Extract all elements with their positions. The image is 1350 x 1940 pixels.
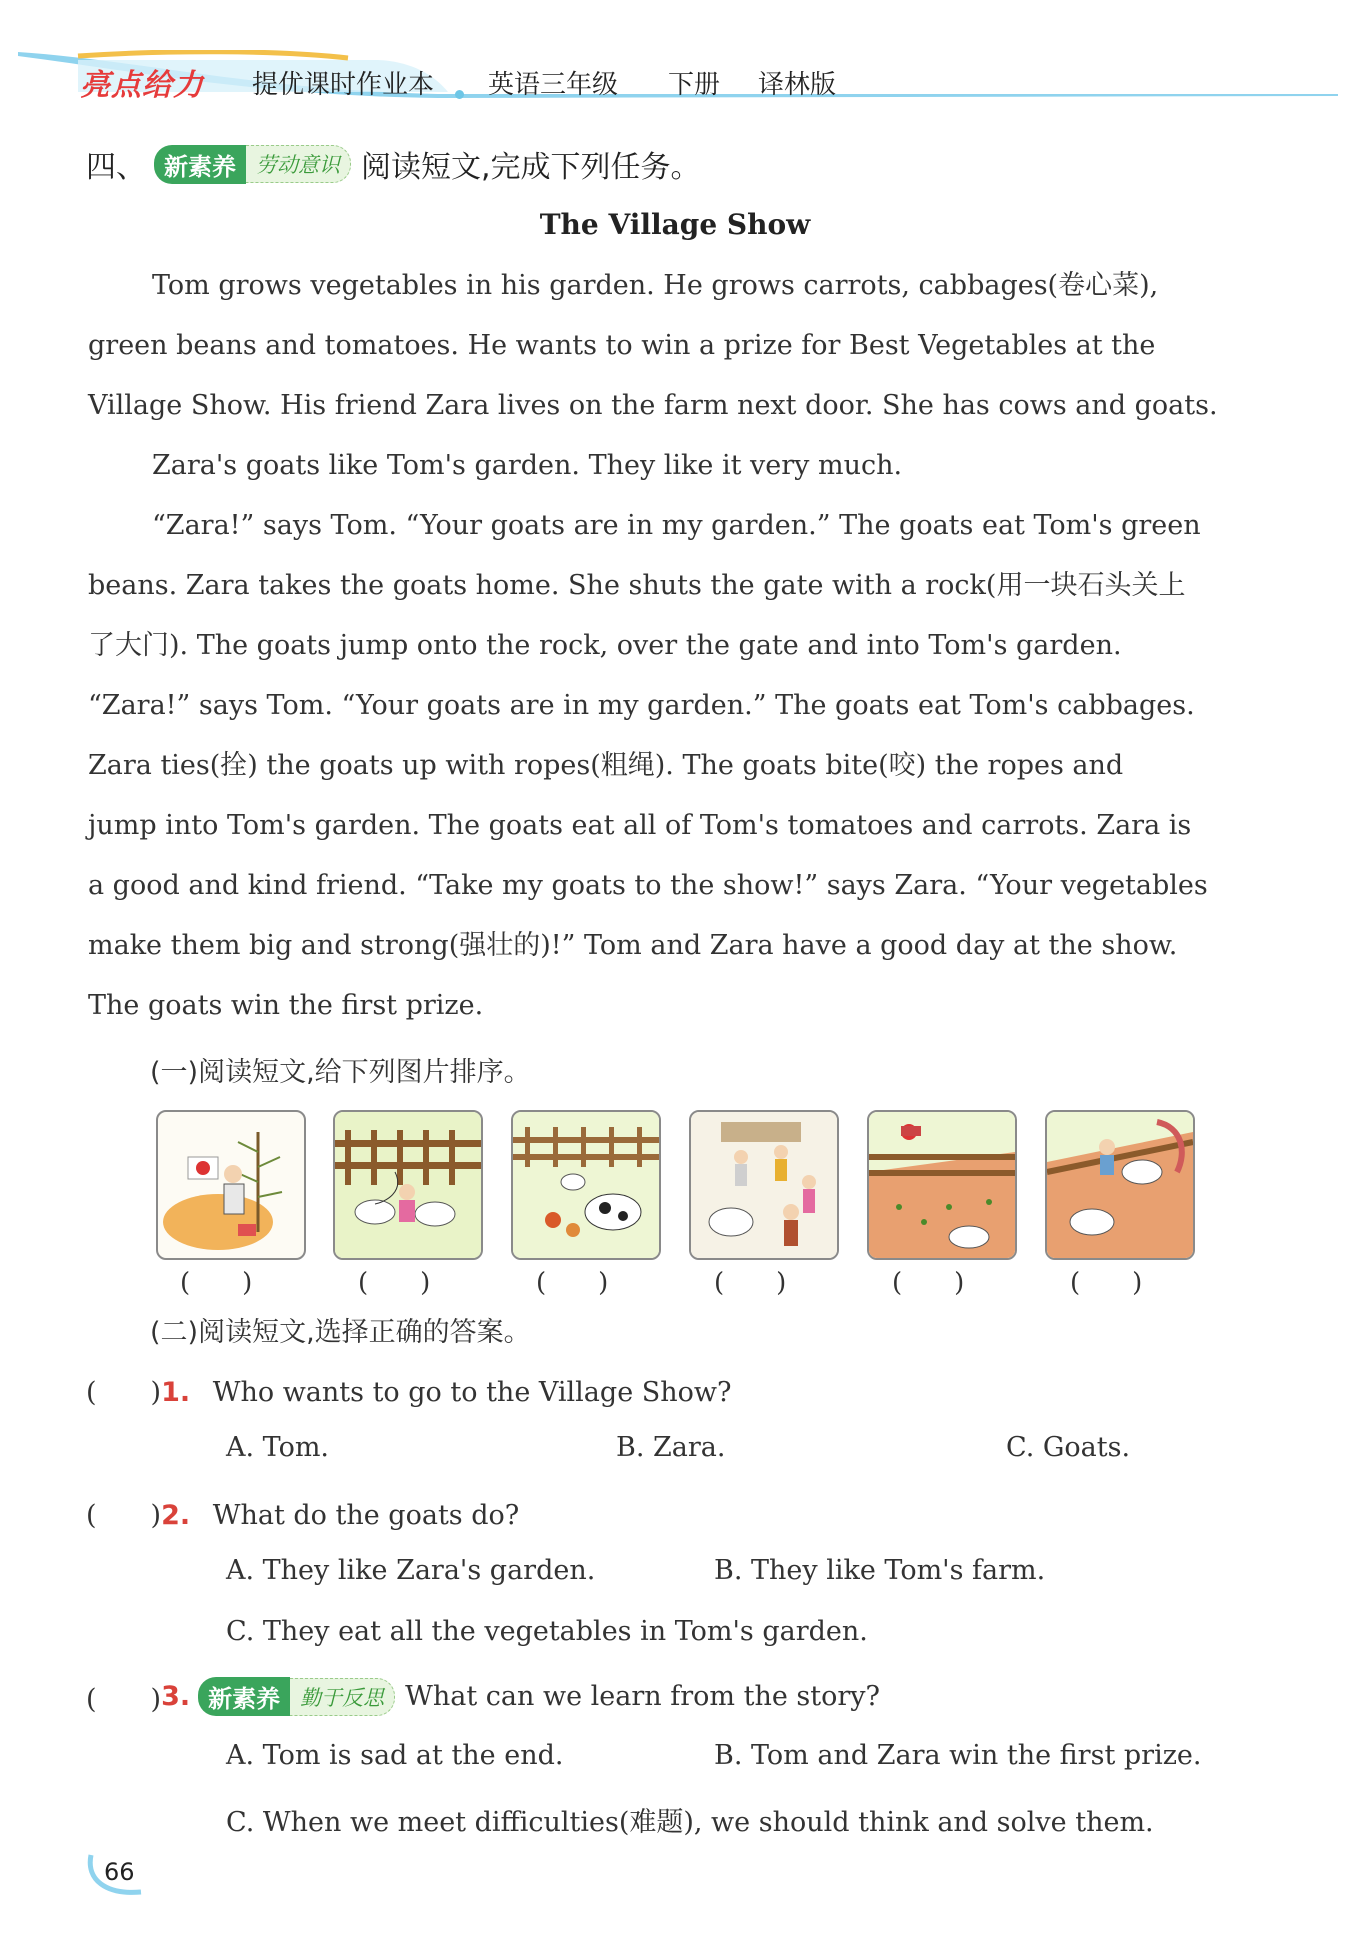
story-line: beans. Zara takes the goats home. She shuts the gate with a rock(用一块石头关上 [88, 570, 1186, 601]
village-show-picture [689, 1110, 839, 1260]
answer-blank[interactable]: ( ) [86, 1377, 162, 1408]
option-b[interactable]: B. They like Tom's farm. [714, 1555, 1046, 1586]
header-dot [455, 90, 464, 99]
story-line: make them big and strong(强壮的)!” Tom and Zara have a good day at the show. [88, 930, 1178, 961]
subject-label: 英语三年级 [488, 70, 619, 100]
book-title: 提优课时作业本 [252, 70, 435, 100]
question-number: 2. [161, 1500, 191, 1531]
section-heading [86, 142, 701, 186]
farm-cow-picture [511, 1110, 661, 1260]
volume-label: 下册 [668, 70, 721, 100]
literacy-badge [154, 145, 351, 184]
section-number: 四、 [86, 150, 146, 185]
question-number: 1. [161, 1377, 191, 1408]
option-c[interactable]: C. When we meet difficulties(难题), we should think and solve them. [226, 1807, 1154, 1838]
story-line: The goats win the first prize. [88, 990, 484, 1021]
reflection-badge [198, 1677, 395, 1716]
story-line: Zara ties(拴) the goats up with ropes(粗绳). The goats bite(咬) the ropes and [88, 750, 1124, 781]
option-a[interactable]: A. Tom is sad at the end. [226, 1740, 564, 1771]
question-text: Who wants to go to the Village Show? [212, 1377, 732, 1408]
story-line: “Zara!” says Tom. “Your goats are in my garden.” The goats eat Tom's cabbages. [88, 690, 1195, 721]
question-3 [86, 1677, 880, 1716]
answer-blank[interactable]: ( ) [86, 1684, 162, 1715]
badge-tag: 勤于反思 [290, 1678, 395, 1716]
order-blank[interactable]: ( ) [536, 1268, 609, 1298]
question-text: What do the goats do? [212, 1500, 520, 1531]
story-line: jump into Tom's garden. The goats eat all of Tom's tomatoes and carrots. Zara is [88, 810, 1192, 841]
order-blank[interactable]: ( ) [180, 1268, 253, 1298]
order-blank[interactable]: ( ) [714, 1268, 787, 1298]
badge-main: 新素养 [154, 145, 246, 184]
gardener-picture [156, 1110, 306, 1260]
question-text: What can we learn from the story? [405, 1681, 880, 1712]
option-a[interactable]: A. Tom. [226, 1432, 330, 1463]
story-line: green beans and tomatoes. He wants to win a prize for Best Vegetables at the [88, 330, 1156, 361]
goats-garden-picture [867, 1110, 1017, 1260]
option-a[interactable]: A. They like Zara's garden. [226, 1555, 596, 1586]
order-blank[interactable]: ( ) [1070, 1268, 1143, 1298]
edition-label: 译林版 [758, 70, 837, 100]
story-line: a good and kind friend. “Take my goats to the show!” says Zara. “Your vegetables [88, 870, 1208, 901]
option-c[interactable]: C. Goats. [1006, 1432, 1131, 1463]
order-blank[interactable]: ( ) [358, 1268, 431, 1298]
order-blank[interactable]: ( ) [892, 1268, 965, 1298]
badge-tag: 劳动意识 [246, 145, 351, 183]
story-line: 了大门). The goats jump onto the rock, over the gate and into Tom's garden. [88, 630, 1122, 661]
goats-jump-picture [1045, 1110, 1195, 1260]
part1-title: (一)阅读短文,给下列图片排序。 [150, 1057, 531, 1088]
question-number: 3. [161, 1681, 191, 1712]
option-b[interactable]: B. Zara. [616, 1432, 726, 1463]
section-instruction: 阅读短文,完成下列任务。 [361, 150, 701, 185]
part2-title: (二)阅读短文,选择正确的答案。 [150, 1317, 531, 1348]
story-line: Tom grows vegetables in his garden. He grows carrots, cabbages(卷心菜), [152, 270, 1159, 301]
question-1 [86, 1370, 731, 1409]
option-c[interactable]: C. They eat all the vegetables in Tom's garden. [226, 1616, 868, 1647]
option-b[interactable]: B. Tom and Zara win the first prize. [714, 1740, 1202, 1771]
answer-blank[interactable]: ( ) [86, 1500, 162, 1531]
question-2 [86, 1493, 519, 1532]
story-line: Village Show. His friend Zara lives on the farm next door. She has cows and goats. [88, 390, 1218, 421]
story-paragraph [88, 256, 1263, 1036]
brand-logo: 亮点给力 [80, 68, 204, 103]
badge-main: 新素养 [198, 1677, 290, 1716]
story-line: “Zara!” says Tom. “Your goats are in my garden.” The goats eat Tom's green [152, 510, 1201, 541]
goats-tied-picture [333, 1110, 483, 1260]
page-number: 66 [104, 1858, 135, 1886]
story-line: Zara's goats like Tom's garden. They like it very much. [152, 450, 903, 481]
story-title: The Village Show [539, 208, 811, 241]
